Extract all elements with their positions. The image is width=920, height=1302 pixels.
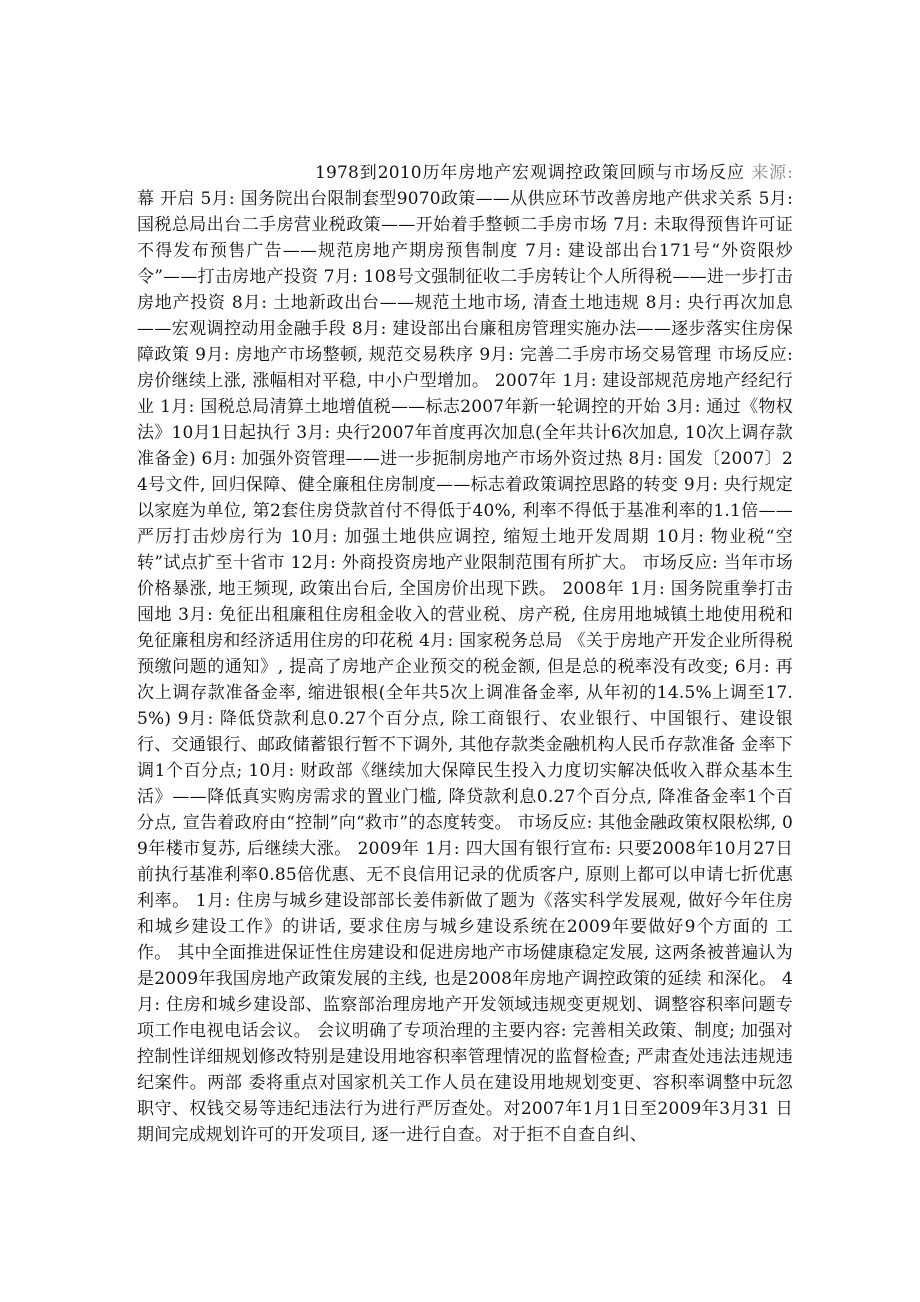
document-text: 幕 开启 5月: 国务院出台限制套型9070政策——从供应环节改善房地产供求关系 5月: 国税总局出台二手房营业税政策——开始着手整顿二手房市场 7月: 未取得预售许可证不得发布预售广告——规范房地产期房预售制度 7月: 建设部出台171号“外资限炒令”——打击房地产投资 7月: 108号文强制征收二手房转让个人所得税——进一步打击房地产投资 8月: 土地新政出台——规范土地市场, 清查土地违规 8月: 央行再次加息——宏观调控动用金融手段 8月: 建设部出台廉租房管理实施办法——逐步落实住房保障政策 9月: 房地产市场整顿, 规范交易秩序 9月: 完善二手房市场交易管理 市场反应: 房价继续上涨, 涨幅相对平稳, 中小户型增加。 2007年 1月: 建设部规范房地产经纪行业 1月: 国税总局清算土地增值税——标志2007年新一轮调控的开始 3月: 通过《物权法》10月1日起执行 3月: 央行2007年首度再次加息(全年共计6次加息, 10次上调存款准备金) 6月: 加强外资管理——进一步扼制房地产市场外资过热 8月: 国发〔2007〕24号文件, 回归保障、健全廉租住房制度——标志着政策调控思路的转变 9月: 央行规定以家庭为单位, 第2套住房贷款首付不得低于40%, 利率不得低于基准利率的1.1倍——严厉打击炒房行为 10月: 加强土地供应调控, 缩短土地开发周期 10月: 物业税“空转”试点扩至十省市 12月: 外商投资房地产业限制范围有所扩大。 市场反应: 当年市场价格暴涨, 地王频现, 政策出台后, 全国房价出现下跌。 2008年 1月: 国务院重拳打击囤地 3月: 免征出租廉租住房租金收入的营业税、房产税, 住房用地城镇土地使用税和免征廉租房和经济适用住房的印花税 4月: 国家税务总局 《关于房地产开发企业所得税预缴问题的通知》, 提高了房地产企业预交的税金额, 但是总的税率没有改变; 6月: 再次上调存款准备金率, 缩进银根(全年共5次上调准备金率, 从年初的14.5%上调至17.5%) 9月: 降低贷款利息0.27个百分点, 除工商银行、农业银行、中国银行、建设银行、交通银行、邮政储蓄银行暂不下调外, 其他存款类金融机构人民币存款准备 金率下调1个百分点; 10月: 财政部《继续加大保障民生投入力度切实解决低收入群众基本生活》——降低真实购房需求的置业门槛, 降贷款利息0.27个百分点, 降准备金率1个百 分点, 宣告着政府由“控制”向“救市”的态度转变。 市场反应: 其他金融政策权限松绑, 09年楼市复苏, 后继续大涨。 2009年 1月: 四大国有银行宣布: 只要2008年10月27日前执行基准利率0.85倍优惠、无不良信用记录的优质客户, 原则上都可以申请七折优惠利率。 1月: 住房与城乡建设部部长姜伟新做了题为《落实科学发展观, 做好今年住房和城乡建设工作》的讲话, 要求住房与城乡建设系统在2009年要做好9个方面的 工作。 其中全面推进保证性住房建设和促进房地产市场健康稳定发展, 这两条被普遍认为是2009年我国房地产政策发展的主线, 也是2008年房地产调控政策的延续 和深化。 4月: 住房和城乡建设部、监察部治理房地产开发领域违规变更规划、调整容积率问题专项工作电视电话会议。 会议明确了专项治理的主要内容: 完善相关政策、制度; 加强对控制性详细规划修改特别是建设用地容积率管理情况的监督检查; 严肃查处违法违规违纪案件。两部 委将重点对国家机关工作人员在建设用地规划变更、容积率调整中玩忽职守、权钱交易等违纪违法行为进行严厉查处。对2007年1月1日至2009年3月31 日期间完成规划许可的开发项目, 逐一进行自查。对于拒不自查自纠、 <box>137 189 793 1145</box>
source-label: 来源: <box>751 163 794 183</box>
document-body <box>137 160 793 1148</box>
document-title: 1978到2010历年房地产宏观调控政策回顾与市场反应 <box>315 163 745 183</box>
